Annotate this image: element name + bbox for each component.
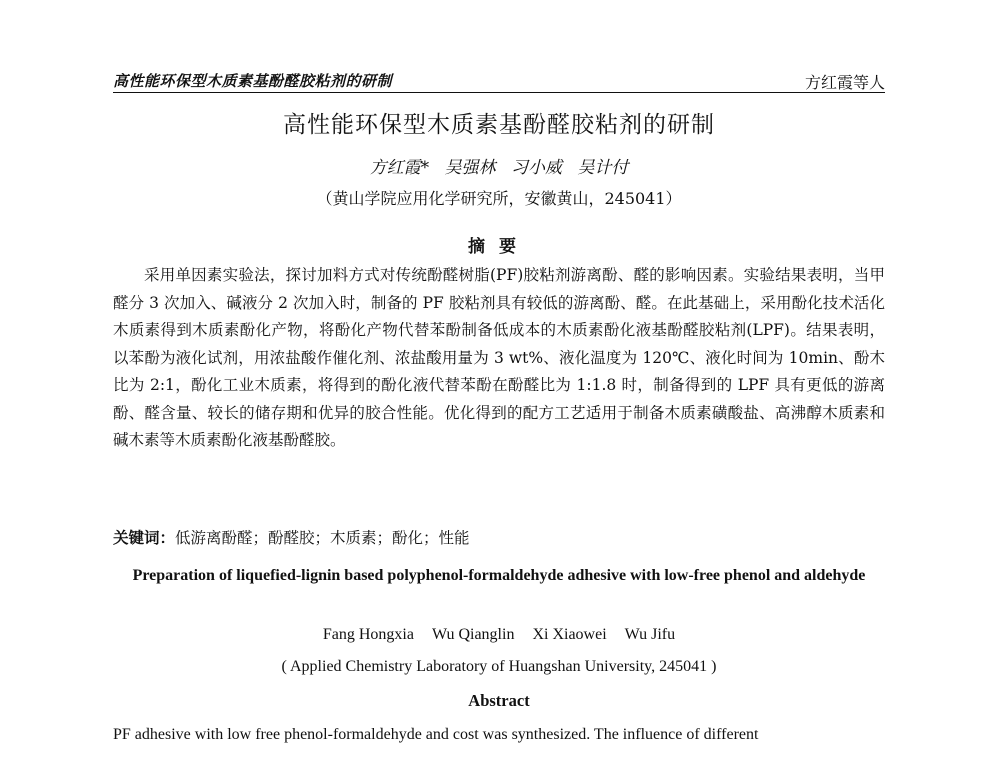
author-en: Xi Xiaowei [532,626,607,643]
running-header [113,70,885,93]
affiliation-cn: （黄山学院应用化学研究所，安徽黄山，245041） [316,189,682,208]
author-en: Wu Jifu [624,626,676,643]
abstract-body-cn: 采用单因素实验法，探讨加料方式对传统酚醛树脂(PF)胶粘剂游离酚、醛的影响因素。实验结果表明，当甲醛分 3 次加入、碱液分 2 次加入时，制备的 PF 胶粘剂具有较低的游离酚、醛。在此基础上，采用酚化技术活化木质素得到木质素酚化产物，将酚化产物代替苯酚制备低成本的木质素酚化液基酚醛胶粘剂(LPF)。结果表明，以苯酚为液化试剂，用浓盐酸作催化剂、浓盐酸用量为 3 wt%、液化温度为 120℃、液化时间为 10min、酚木比为 2:1，酚化工业木质素，将得到的酚化液代替苯酚在酚醛比为 1:1.8 时，制备得到的 LPF 具有更低的游离酚、醛含量、较长的储存期和优异的胶合性能。优化得到的配方工艺适用于制备木质素磺酸盐、高沸醇木质素和碱木素等木质素酚化液基酚醛胶。 [113,266,885,449]
abstract-heading-cn: 摘要 [468,237,530,257]
keywords-text: 低游离酚醛；酚醛胶；木质素；酚化；性能 [175,529,470,547]
running-authors: 方红霞等人 [804,73,885,92]
affiliation-en: ( Applied Chemistry Laboratory of Huangshan University, 245041 ) [281,658,717,675]
paper-title-cn: 高性能环保型木质素基酚醛胶粘剂的研制 [283,112,715,138]
author-en: Fang Hongxia [322,626,414,643]
authors-en [113,626,885,644]
paper-title-en: Preparation of liquefied-lignin based polyphenol-formaldehyde adhesive with low-free phenol and aldehyde [132,567,866,584]
abstract-heading-en: Abstract [468,691,530,710]
authors-cn: 方红霞* 吴强林 习小威 吴计付 [369,158,629,178]
abstract-body-en: PF adhesive with low free phenol-formaldehyde and cost was synthesized. The influence of different [113,726,759,743]
keywords-label: 关键词： [113,528,176,547]
keywords [113,526,885,548]
running-title: 高性能环保型木质素基酚醛胶粘剂的研制 [113,72,393,90]
author-en: Wu Qianglin [431,626,515,643]
